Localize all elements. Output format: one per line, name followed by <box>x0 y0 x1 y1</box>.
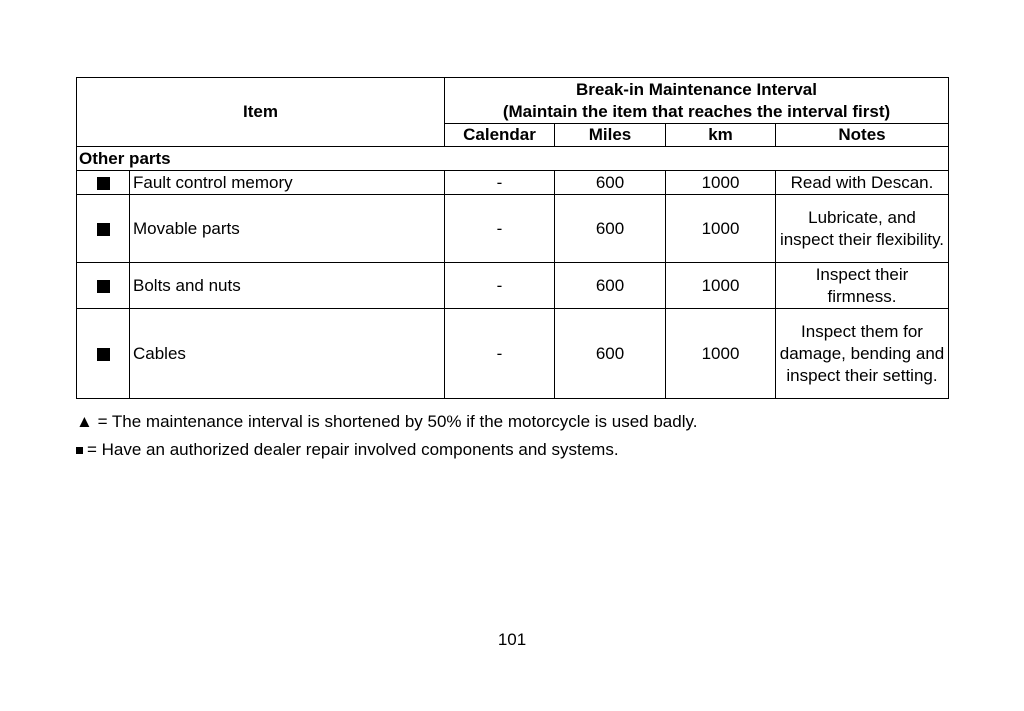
km-value: 1000 <box>666 171 776 195</box>
notes-value: Read with Descan. <box>776 171 949 195</box>
header-item: Item <box>77 78 445 147</box>
header-calendar: Calendar <box>445 124 555 147</box>
calendar-value: - <box>445 195 555 263</box>
notes-value: Inspect them for damage, bending and inspect their setting. <box>776 309 949 399</box>
table-row <box>77 195 949 263</box>
item-name: Movable parts <box>130 195 445 263</box>
header-miles: Miles <box>555 124 666 147</box>
section-row <box>77 147 949 171</box>
calendar-value: - <box>445 309 555 399</box>
square-bullet-icon <box>97 223 110 236</box>
maintenance-table <box>76 77 949 399</box>
table-row <box>77 263 949 309</box>
header-interval-group <box>445 78 949 124</box>
triangle-icon: ▲ <box>76 412 93 431</box>
bullet-cell <box>77 309 130 399</box>
footnote-square-text: = Have an authorized dealer repair involved components and systems. <box>87 440 619 459</box>
calendar-value: - <box>445 263 555 309</box>
table-row <box>77 309 949 399</box>
header-interval-subtitle: (Maintain the item that reaches the interval first) <box>502 101 891 121</box>
bullet-cell <box>77 195 130 263</box>
footnote-square <box>76 436 697 464</box>
square-icon <box>76 447 83 454</box>
footnote-triangle-text: = The maintenance interval is shortened by 50% if the motorcycle is used badly. <box>97 412 698 431</box>
bullet-cell <box>77 263 130 309</box>
km-value: 1000 <box>666 263 776 309</box>
miles-value: 600 <box>555 195 666 263</box>
square-bullet-icon <box>97 177 110 190</box>
bullet-cell <box>77 171 130 195</box>
miles-value: 600 <box>555 263 666 309</box>
item-name: Cables <box>130 309 445 399</box>
header-km: km <box>666 124 776 147</box>
calendar-value: - <box>445 171 555 195</box>
miles-value: 600 <box>555 171 666 195</box>
item-name: Fault control memory <box>130 171 445 195</box>
square-bullet-icon <box>97 348 110 361</box>
item-name: Bolts and nuts <box>130 263 445 309</box>
footnotes <box>76 408 697 464</box>
notes-value: Lubricate, and inspect their flexibility. <box>776 195 949 263</box>
square-bullet-icon <box>97 280 110 293</box>
table-row <box>77 171 949 195</box>
notes-value: Inspect their firmness. <box>776 263 949 309</box>
page-number: 101 <box>497 630 527 649</box>
section-title: Other parts <box>77 147 949 171</box>
miles-value: 600 <box>555 309 666 399</box>
km-value: 1000 <box>666 195 776 263</box>
footnote-triangle <box>76 408 697 436</box>
header-notes: Notes <box>776 124 949 147</box>
km-value: 1000 <box>666 309 776 399</box>
header-interval-title: Break-in Maintenance Interval <box>576 79 817 99</box>
